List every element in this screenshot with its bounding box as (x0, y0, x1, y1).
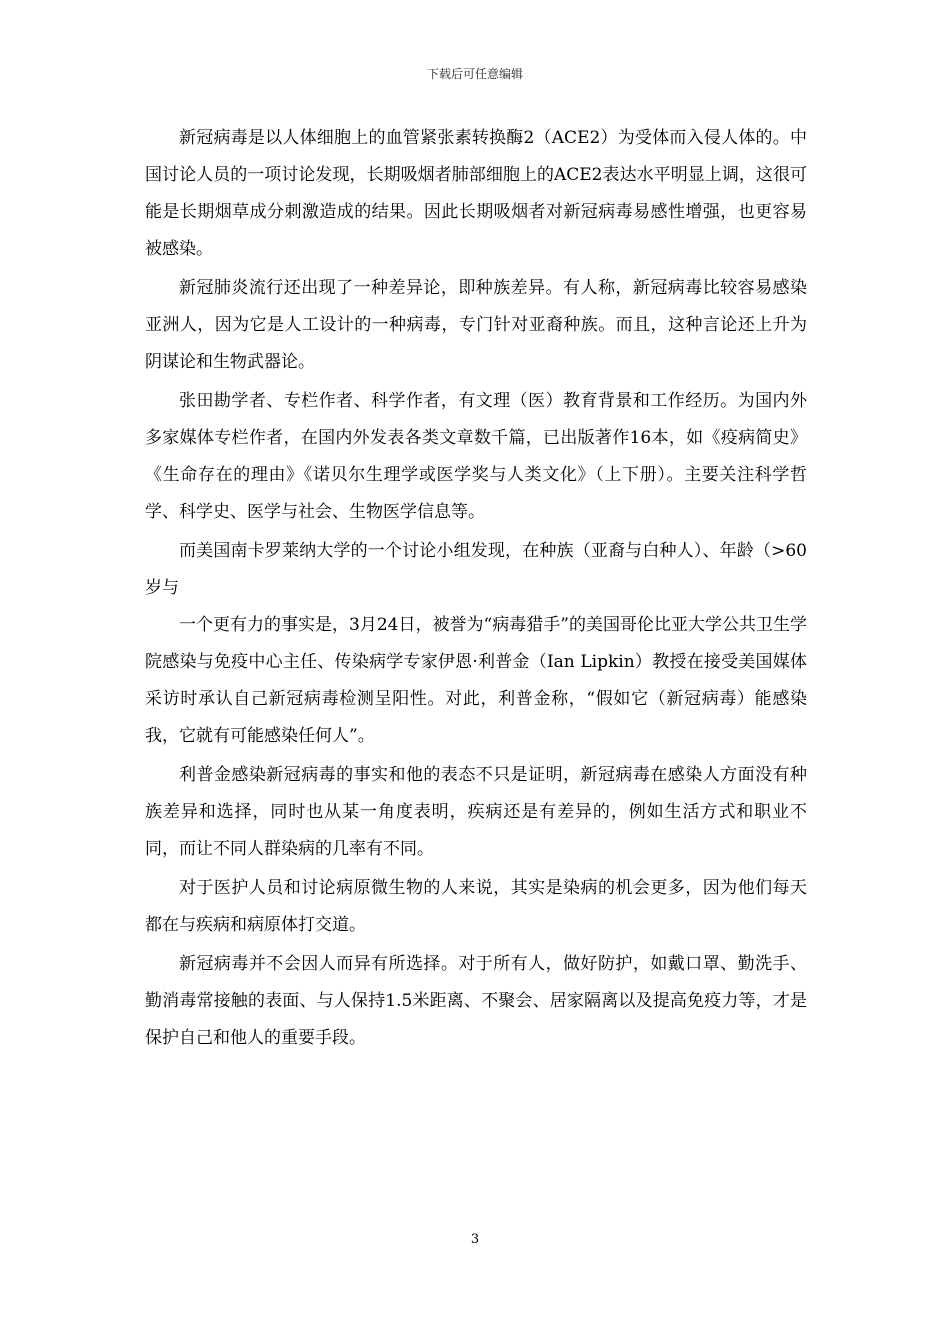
paragraph-8: 新冠病毒并不会因人而异有所选择。对于所有人，做好防护，如戴口罩、勤洗手、勤消毒常接触的表面、与人保持1.5米距离、不聚会、居家隔离以及提高免疫力等，才是保护自己和他人的重要手段。 (145, 954, 807, 1048)
paragraph-4: 而美国南卡罗莱纳大学的一个讨论小组发现，在种族（亚裔与白种人）、年龄（>60岁与 (145, 541, 807, 598)
page-number: 3 (470, 1232, 480, 1247)
paragraph-1: 新冠病毒是以人体细胞上的血管紧张素转换酶2（ACE2）为受体而入侵人体的。中国讨论人员的一项讨论发现，长期吸烟者肺部细胞上的ACE2表达水平明显上调，这很可能是长期烟草成分刺激造成的结果。因此长期吸烟者对新冠病毒易感性增强，也更容易被感染。 (145, 128, 807, 259)
paragraph-3: 张田勘学者、专栏作者、科学作者，有文理（医）教育背景和工作经历。为国内外多家媒体专栏作者，在国内外发表各类文章数千篇，已出版著作16本，如《疫病简史》《生命存在的理由》《诺贝尔生理学或医学奖与人类文化》（上下册）。主要关注科学哲学、科学史、医学与社会、生物医学信息等。 (145, 391, 807, 522)
page-header: 下载后可任意编辑 (426, 67, 523, 81)
document-body (145, 120, 807, 1059)
paragraph-7: 对于医护人员和讨论病原微生物的人来说，其实是染病的机会更多，因为他们每天都在与疾病和病原体打交道。 (145, 878, 807, 935)
paragraph-5: 一个更有力的事实是，3月24日，被誉为“病毒猎手”的美国哥伦比亚大学公共卫生学院感染与免疫中心主任、传染病学专家伊恩·利普金（Ian Lipkin）教授在接受美国媒体采访时承认自己新冠病毒检测呈阳性。对此，利普金称，“假如它（新冠病毒）能感染我，它就有可能感染任何人”。 (145, 615, 807, 746)
paragraph-6: 利普金感染新冠病毒的事实和他的表态不只是证明，新冠病毒在感染人方面没有种族差异和选择，同时也从某一角度表明，疾病还是有差异的，例如生活方式和职业不同，而让不同人群染病的几率有不同。 (145, 765, 807, 859)
paragraph-2: 新冠肺炎流行还出现了一种差异论，即种族差异。有人称，新冠病毒比较容易感染亚洲人，因为它是人工设计的一种病毒，专门针对亚裔种族。而且，这种言论还上升为阴谋论和生物武器论。 (145, 278, 807, 372)
